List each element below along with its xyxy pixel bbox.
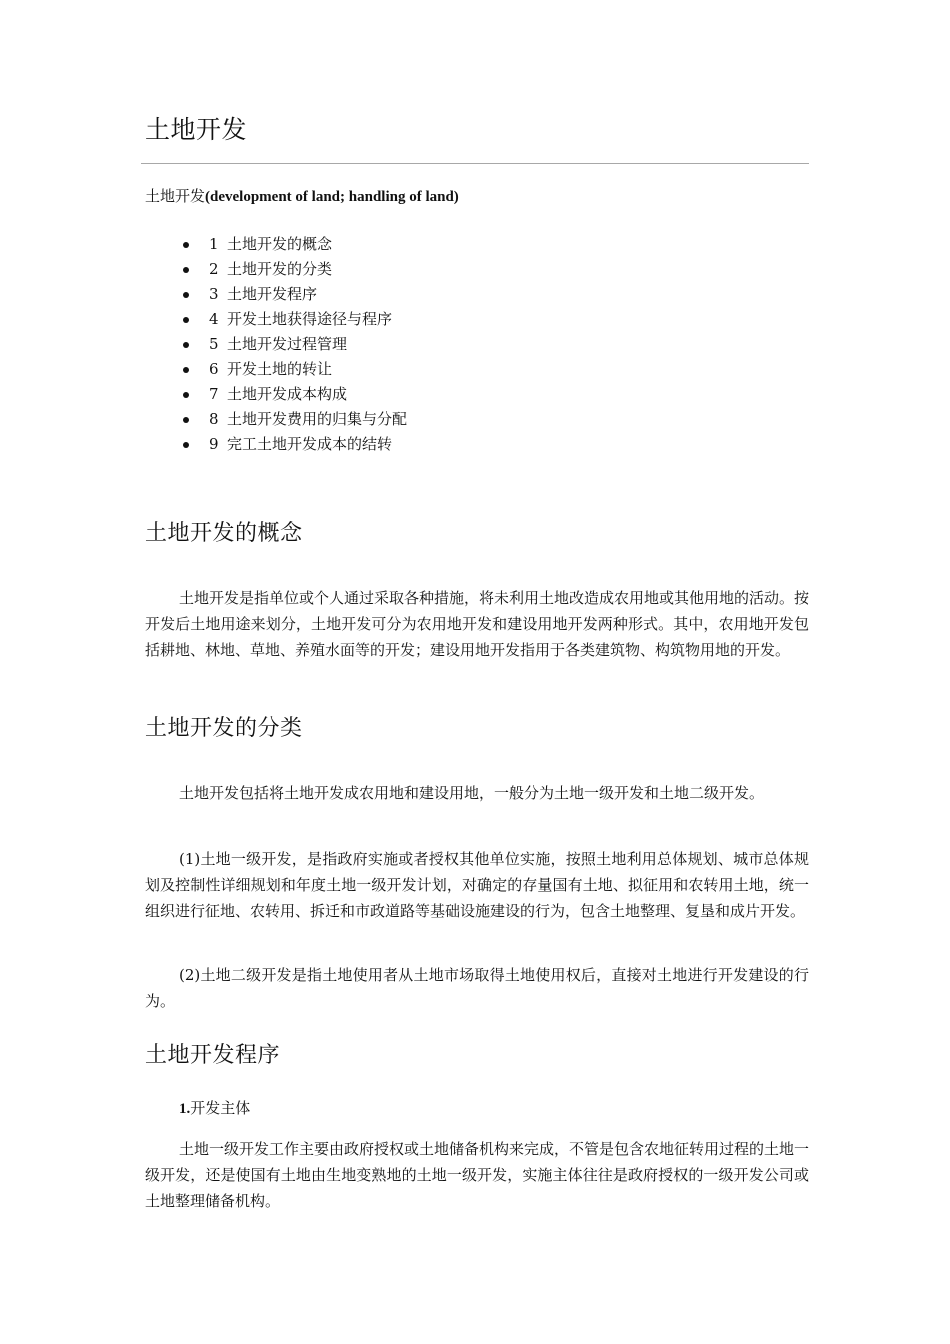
classification-paragraph-3: (2)土地二级开发是指土地使用者从土地市场取得土地使用权后，直接对土地进行开发建设的行为。 xyxy=(145,966,809,1010)
toc-item-number: 8 xyxy=(209,410,219,428)
bullet-icon xyxy=(183,342,189,348)
bullet-icon xyxy=(183,292,189,298)
toc-item-number: 4 xyxy=(209,310,219,328)
toc-item[interactable] xyxy=(145,432,407,457)
toc-item[interactable] xyxy=(145,257,407,282)
procedure-paragraph: 土地一级开发工作主要由政府授权或土地储备机构来完成，不管是包含农地征转用过程的土地一级开发，还是使国有土地由生地变熟地的土地一级开发，实施主体往往是政府授权的一级开发公司或土地整理储备机构。 xyxy=(145,1140,810,1210)
toc-item-number: 6 xyxy=(209,360,219,378)
section-heading-procedure: 土地开发程序 xyxy=(145,1043,281,1068)
toc-item[interactable] xyxy=(145,407,407,432)
subtitle xyxy=(145,184,459,209)
toc-item-number: 2 xyxy=(209,260,219,278)
toc-item[interactable] xyxy=(145,332,407,357)
toc-item-number: 5 xyxy=(209,335,219,353)
toc-item-label: 完工土地开发成本的结转 xyxy=(227,435,393,453)
toc-item[interactable] xyxy=(145,282,407,307)
toc-item-number: 9 xyxy=(209,435,219,453)
toc-item-number: 1 xyxy=(209,235,219,253)
title-divider xyxy=(141,163,809,164)
classification-paragraph-2: (1)土地一级开发，是指政府实施或者授权其他单位实施，按照土地利用总体规划、城市总体规划及控制性详细规划和年度土地一级开发计划，对确定的存量国有土地、拟征用和农转用土地，统一组织进行征地、农转用、拆迁和市政道路等基础设施建设的行为，包含土地整理、复垦和成片开发。 xyxy=(145,850,809,920)
toc-item-label: 土地开发成本构成 xyxy=(227,385,348,403)
bullet-icon xyxy=(183,267,189,273)
toc-item-label: 土地开发过程管理 xyxy=(227,335,348,353)
section-heading-classification: 土地开发的分类 xyxy=(145,716,303,741)
toc-item-label: 开发土地的转让 xyxy=(227,360,333,378)
toc-item-label: 土地开发程序 xyxy=(227,285,318,303)
toc-item[interactable] xyxy=(145,307,407,332)
table-of-contents xyxy=(145,232,407,457)
subtitle-english: (development of land; handling of land) xyxy=(205,189,459,205)
toc-item-number: 7 xyxy=(209,385,219,403)
bullet-icon xyxy=(183,442,189,448)
toc-item[interactable] xyxy=(145,382,407,407)
bullet-icon xyxy=(183,417,189,423)
procedure-subheading-label: 开发主体 xyxy=(190,1099,251,1117)
toc-item[interactable] xyxy=(145,357,407,382)
bullet-icon xyxy=(183,367,189,373)
bullet-icon xyxy=(183,242,189,248)
bullet-icon xyxy=(183,317,189,323)
toc-item-label: 土地开发的概念 xyxy=(227,235,333,253)
procedure-subheading-number: 1. xyxy=(179,1101,191,1117)
subtitle-prefix: 土地开发 xyxy=(145,187,206,205)
toc-item-label: 开发土地获得途径与程序 xyxy=(227,310,393,328)
toc-item-label: 土地开发的分类 xyxy=(227,260,333,278)
bullet-icon xyxy=(183,392,189,398)
procedure-subheading xyxy=(179,1095,250,1122)
toc-item-number: 3 xyxy=(209,285,219,303)
toc-item-label: 土地开发费用的归集与分配 xyxy=(227,410,408,428)
toc-item[interactable] xyxy=(145,232,407,257)
section-heading-concept: 土地开发的概念 xyxy=(145,521,303,546)
page-title: 土地开发 xyxy=(145,115,248,144)
classification-paragraph-1: 土地开发包括将土地开发成农用地和建设用地，一般分为土地一级开发和土地二级开发。 xyxy=(179,784,765,802)
concept-paragraph: 土地开发是指单位或个人通过采取各种措施，将未利用土地改造成农用地或其他用地的活动。按开发后土地用途来划分，土地开发可分为农用地开发和建设用地开发两种形式。其中，农用地开发包括耕地、林地、草地、养殖水面等的开发；建设用地开发指用于各类建筑物、构筑物用地的开发。 xyxy=(145,589,810,659)
